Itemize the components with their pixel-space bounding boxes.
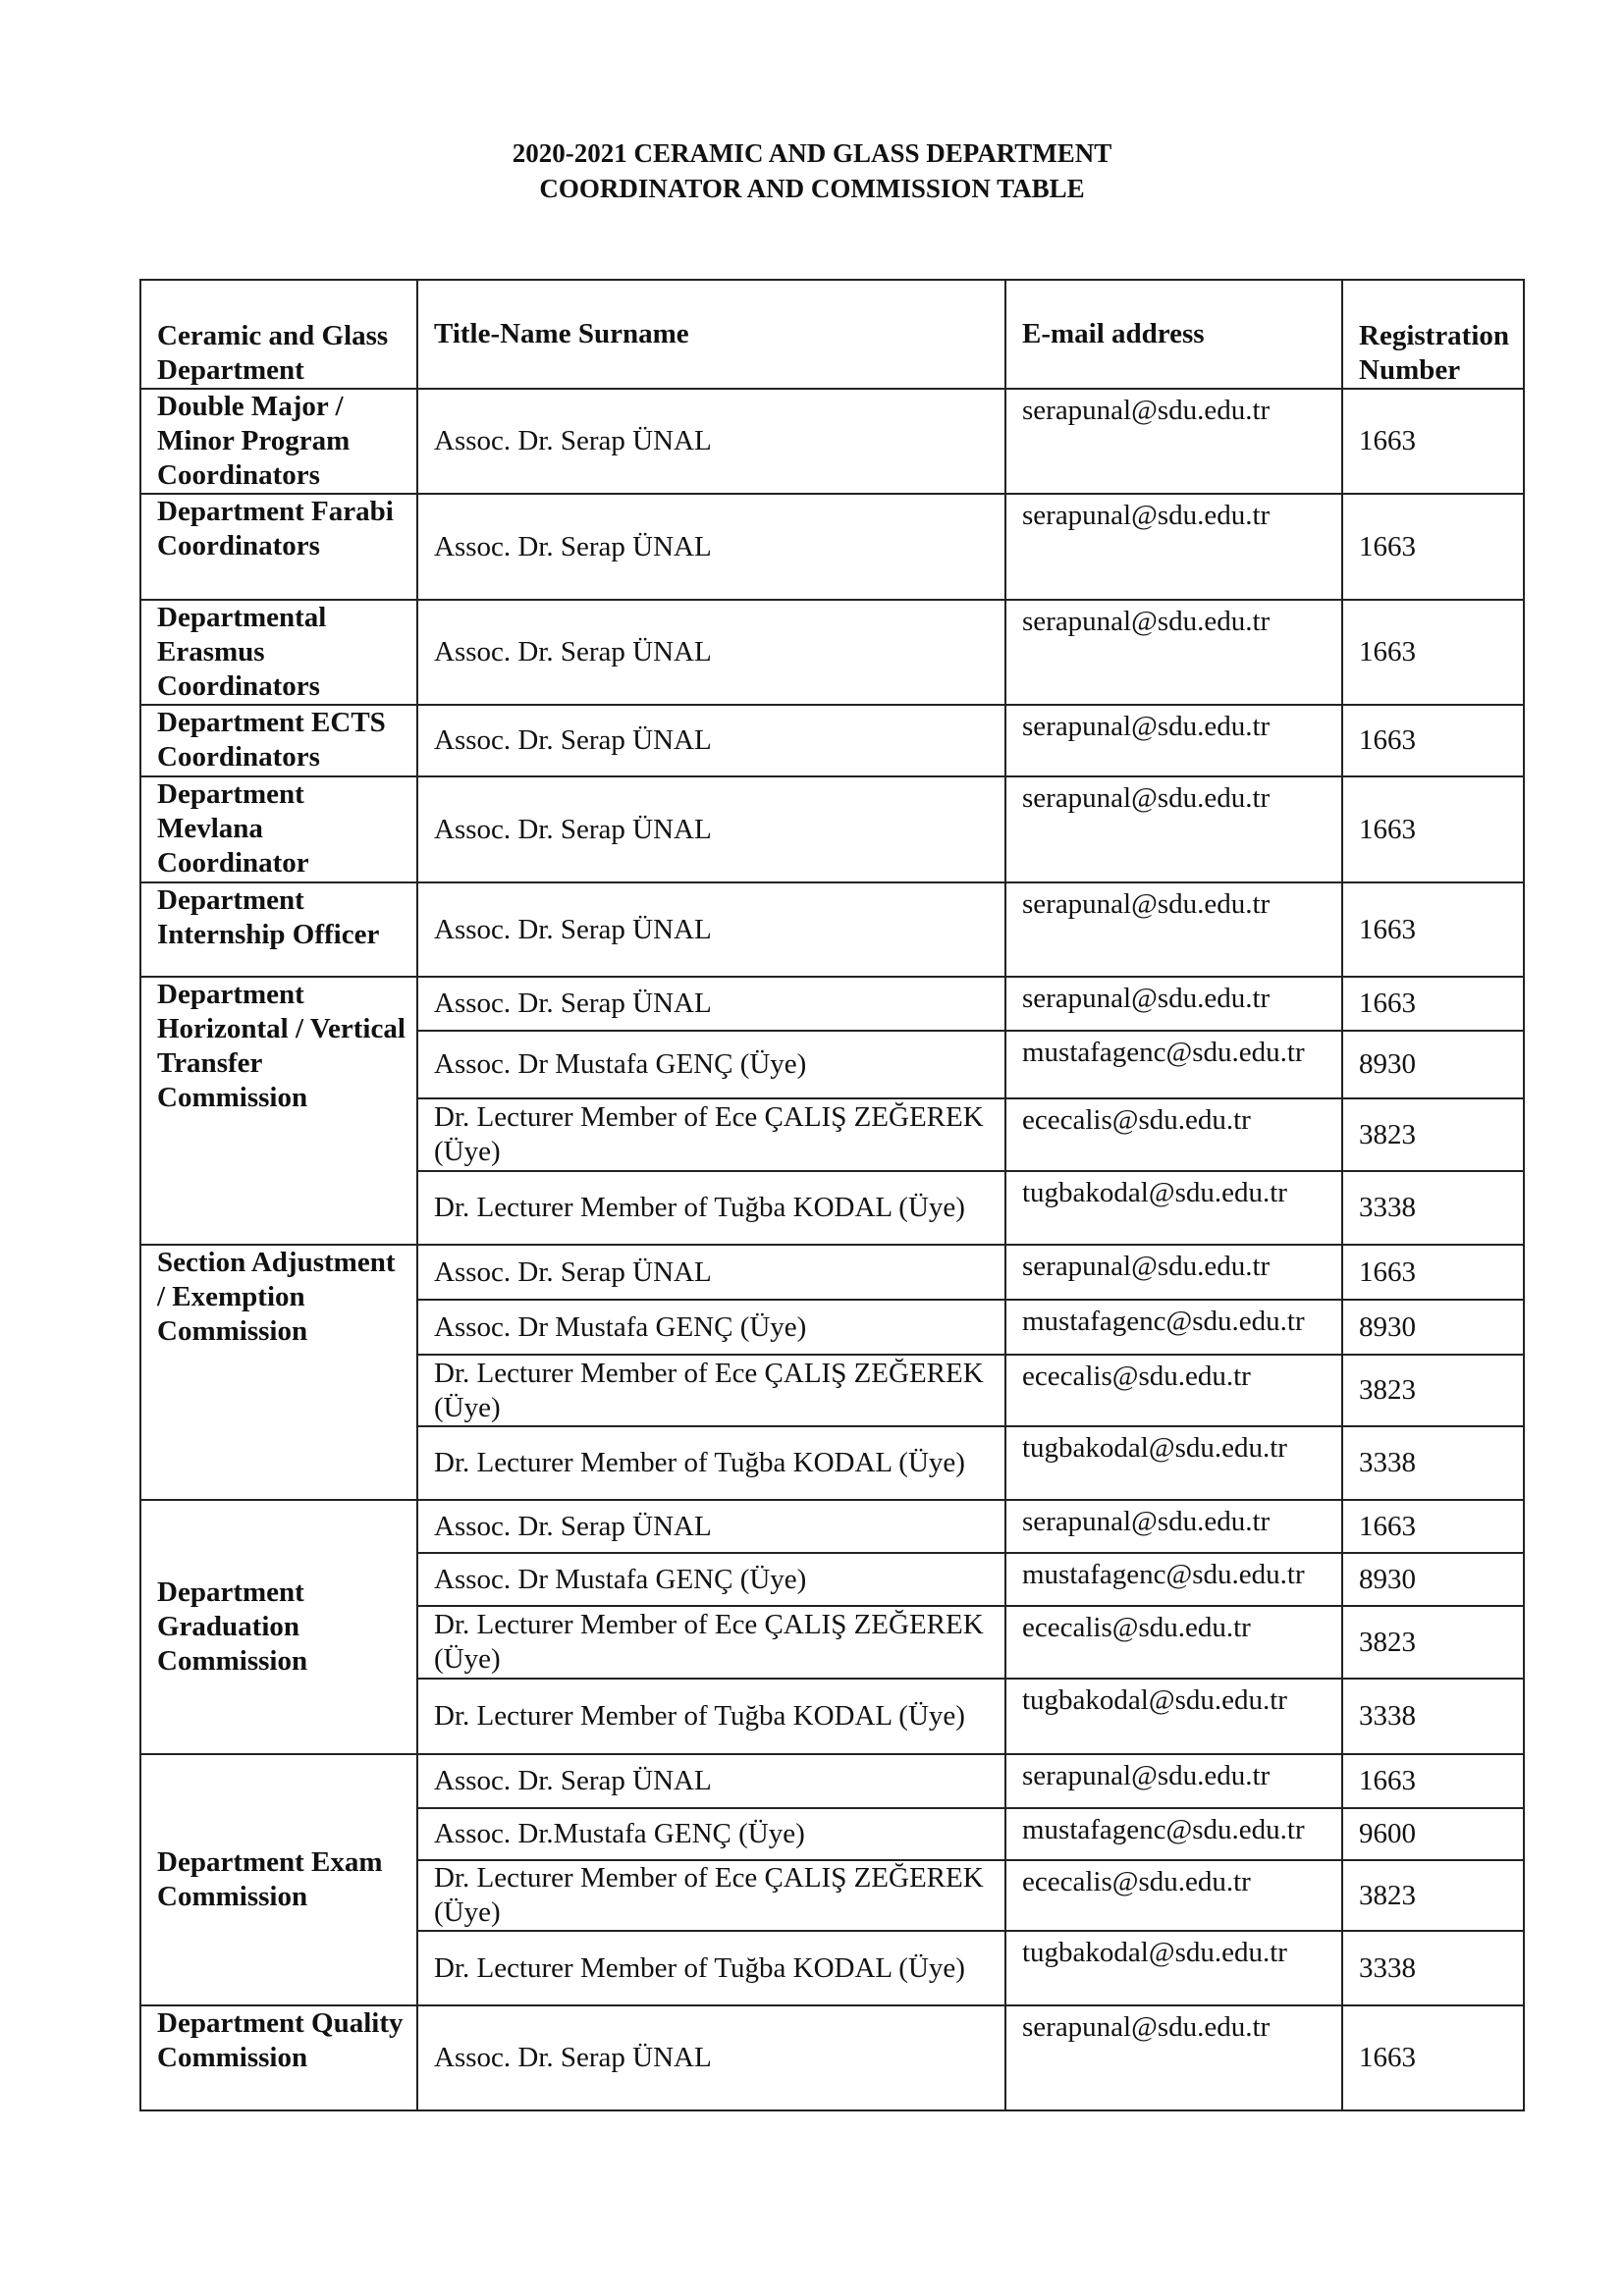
email-cell[interactable]: mustafagenc@sdu.edu.tr [1005,1808,1342,1860]
category-cell: Department Internship Officer [140,882,417,977]
name-cell: Assoc. Dr. Serap ÜNAL [417,1754,1005,1808]
email-cell[interactable]: serapunal@sdu.edu.tr [1005,1754,1342,1808]
registration-cell: 1663 [1342,1245,1524,1300]
title-line-1: 2020-2021 CERAMIC AND GLASS DEPARTMENT [512,138,1112,168]
name-cell: Assoc. Dr. Serap ÜNAL [417,776,1005,882]
registration-cell: 3338 [1342,1931,1524,2005]
registration-cell: 3823 [1342,1355,1524,1426]
category-cell: Department Horizontal / Vertical Transfer Commission [140,977,417,1245]
header-registration: Registration Number [1342,280,1524,389]
document-title [0,135,1624,206]
table-row [140,1500,1524,1553]
name-cell: Assoc. Dr Mustafa GENÇ (Üye) [417,1300,1005,1355]
header-name: Title-Name Surname [417,280,1005,389]
table-row [140,776,1524,882]
name-cell: Assoc. Dr. Serap ÜNAL [417,600,1005,705]
registration-cell: 3823 [1342,1098,1524,1171]
name-cell: Dr. Lecturer Member of Ece ÇALIŞ ZEĞEREK (Üye) [417,1098,1005,1171]
email-cell[interactable]: ececalis@sdu.edu.tr [1005,1606,1342,1679]
registration-cell: 8930 [1342,1553,1524,1606]
registration-cell: 3338 [1342,1426,1524,1500]
registration-cell: 1663 [1342,2005,1524,2110]
registration-cell: 9600 [1342,1808,1524,1860]
email-cell[interactable]: serapunal@sdu.edu.tr [1005,882,1342,977]
email-cell[interactable]: serapunal@sdu.edu.tr [1005,389,1342,494]
name-cell: Assoc. Dr. Serap ÜNAL [417,1500,1005,1553]
table-header-row [140,280,1524,389]
table-row [140,2005,1524,2110]
commission-table [139,279,1525,2111]
email-cell[interactable]: serapunal@sdu.edu.tr [1005,1500,1342,1553]
registration-cell: 1663 [1342,776,1524,882]
registration-cell: 3823 [1342,1860,1524,1931]
registration-cell: 1663 [1342,600,1524,705]
category-cell: Department Quality Commission [140,2005,417,2110]
email-cell[interactable]: serapunal@sdu.edu.tr [1005,977,1342,1031]
header-category: Ceramic and Glass Department [140,280,417,389]
name-cell: Dr. Lecturer Member of Tuğba KODAL (Üye) [417,1679,1005,1754]
email-cell[interactable]: tugbakodal@sdu.edu.tr [1005,1931,1342,2005]
email-cell[interactable]: serapunal@sdu.edu.tr [1005,776,1342,882]
email-cell[interactable]: mustafagenc@sdu.edu.tr [1005,1553,1342,1606]
category-cell: Department Graduation Commission [140,1500,417,1754]
name-cell: Dr. Lecturer Member of Tuğba KODAL (Üye) [417,1171,1005,1245]
email-cell[interactable]: ececalis@sdu.edu.tr [1005,1355,1342,1426]
header-email: E-mail address [1005,280,1342,389]
table-row [140,494,1524,600]
table-body [140,389,1524,2110]
registration-cell: 8930 [1342,1300,1524,1355]
category-cell: Double Major / Minor Program Coordinators [140,389,417,494]
name-cell: Dr. Lecturer Member of Ece ÇALIŞ ZEĞEREK (Üye) [417,1860,1005,1931]
table-row [140,705,1524,776]
registration-cell: 3338 [1342,1171,1524,1245]
registration-cell: 3823 [1342,1606,1524,1679]
registration-cell: 1663 [1342,1754,1524,1808]
name-cell: Assoc. Dr. Serap ÜNAL [417,389,1005,494]
name-cell: Assoc. Dr. Serap ÜNAL [417,1245,1005,1300]
registration-cell: 1663 [1342,977,1524,1031]
name-cell: Assoc. Dr. Serap ÜNAL [417,977,1005,1031]
email-cell[interactable]: serapunal@sdu.edu.tr [1005,2005,1342,2110]
name-cell: Assoc. Dr. Serap ÜNAL [417,882,1005,977]
registration-cell: 1663 [1342,705,1524,776]
email-cell[interactable]: serapunal@sdu.edu.tr [1005,600,1342,705]
table-row [140,389,1524,494]
email-cell[interactable]: ececalis@sdu.edu.tr [1005,1860,1342,1931]
category-cell: Department ECTS Coordinators [140,705,417,776]
name-cell: Dr. Lecturer Member of Tuğba KODAL (Üye) [417,1931,1005,2005]
table-row [140,600,1524,705]
registration-cell: 1663 [1342,494,1524,600]
title-line-2: COORDINATOR AND COMMISSION TABLE [539,174,1085,203]
category-cell: Section Adjustment / Exemption Commission [140,1245,417,1500]
email-cell[interactable]: tugbakodal@sdu.edu.tr [1005,1679,1342,1754]
email-cell[interactable]: tugbakodal@sdu.edu.tr [1005,1426,1342,1500]
registration-cell: 1663 [1342,389,1524,494]
name-cell: Assoc. Dr. Serap ÜNAL [417,494,1005,600]
name-cell: Assoc. Dr Mustafa GENÇ (Üye) [417,1031,1005,1098]
category-cell: Departmental Erasmus Coordinators [140,600,417,705]
registration-cell: 1663 [1342,1500,1524,1553]
name-cell: Assoc. Dr.Mustafa GENÇ (Üye) [417,1808,1005,1860]
name-cell: Assoc. Dr. Serap ÜNAL [417,705,1005,776]
name-cell: Dr. Lecturer Member of Ece ÇALIŞ ZEĞEREK (Üye) [417,1355,1005,1426]
email-cell[interactable]: serapunal@sdu.edu.tr [1005,494,1342,600]
registration-cell: 3338 [1342,1679,1524,1754]
category-cell: Department Mevlana Coordinator [140,776,417,882]
email-cell[interactable]: serapunal@sdu.edu.tr [1005,705,1342,776]
email-cell[interactable]: serapunal@sdu.edu.tr [1005,1245,1342,1300]
name-cell: Dr. Lecturer Member of Tuğba KODAL (Üye) [417,1426,1005,1500]
category-cell: Department Exam Commission [140,1754,417,2005]
registration-cell: 8930 [1342,1031,1524,1098]
table-row [140,1754,1524,1808]
table-row [140,882,1524,977]
email-cell[interactable]: mustafagenc@sdu.edu.tr [1005,1300,1342,1355]
email-cell[interactable]: mustafagenc@sdu.edu.tr [1005,1031,1342,1098]
name-cell: Assoc. Dr Mustafa GENÇ (Üye) [417,1553,1005,1606]
registration-cell: 1663 [1342,882,1524,977]
name-cell: Assoc. Dr. Serap ÜNAL [417,2005,1005,2110]
category-cell: Department Farabi Coordinators [140,494,417,600]
name-cell: Dr. Lecturer Member of Ece ÇALIŞ ZEĞEREK (Üye) [417,1606,1005,1679]
table-row [140,1245,1524,1300]
email-cell[interactable]: ececalis@sdu.edu.tr [1005,1098,1342,1171]
table-row [140,977,1524,1031]
email-cell[interactable]: tugbakodal@sdu.edu.tr [1005,1171,1342,1245]
